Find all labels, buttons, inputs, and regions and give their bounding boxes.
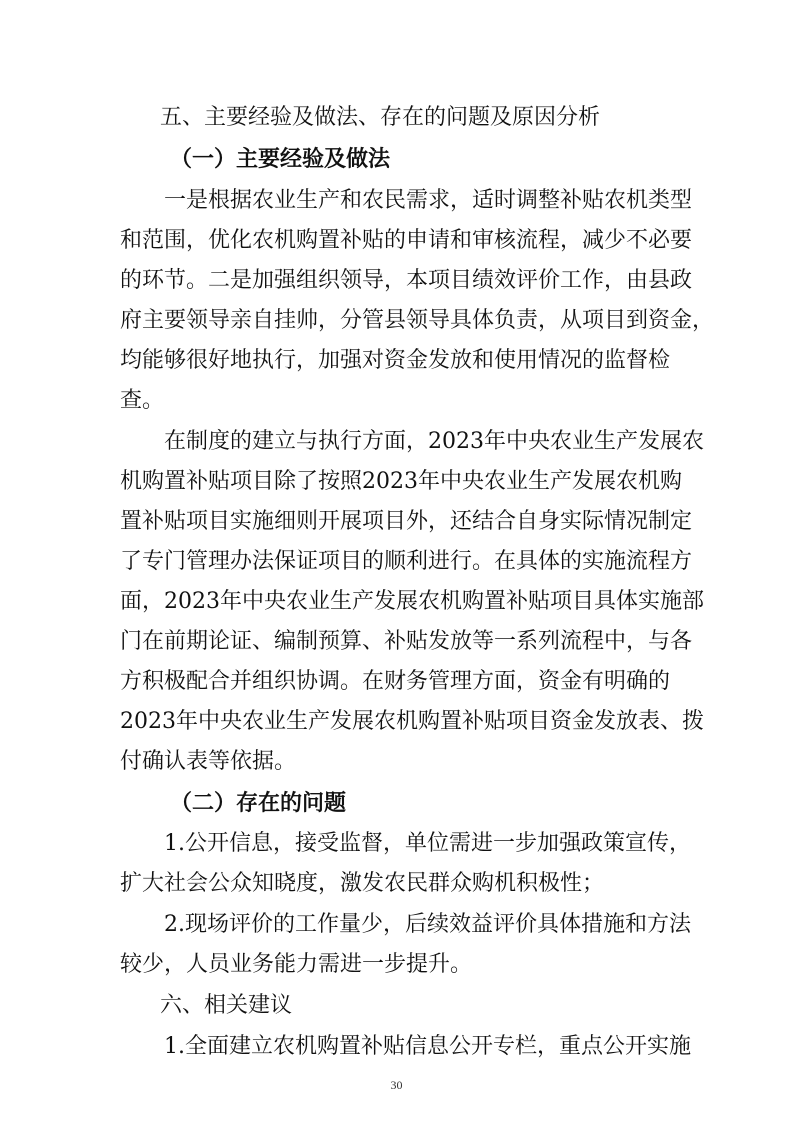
paragraph-line: 在制度的建立与执行方面，2023年中央农业生产发展农 <box>164 429 704 454</box>
paragraph-line: 较少，人员业务能力需进一步提升。 <box>120 952 473 977</box>
paragraph-line: 均能够很好地执行，加强对资金发放和使用情况的监督检 <box>120 348 671 373</box>
paragraph-line: 付确认表等依据。 <box>120 749 297 774</box>
paragraph-line: 机购置补贴项目除了按照2023年中央农业生产发展农机购 <box>120 469 682 494</box>
paragraph-line: 置补贴项目实施细则开展项目外，还结合自身实际情况制定 <box>120 509 693 534</box>
paragraph-line: 2.现场评价的工作量少，后续效益评价具体措施和方法 <box>164 912 691 937</box>
paragraph-line: 了专门管理办法保证项目的顺利进行。在具体的实施流程方 <box>120 549 693 574</box>
paragraph-line: 1.公开信息，接受监督，单位需进一步加强政策宣传， <box>164 831 691 856</box>
subsection-heading-experience: （一）主要经验及做法 <box>170 146 391 172</box>
paragraph-line: 的环节。二是加强组织领导，本项目绩效评价工作，由县政 <box>120 268 693 293</box>
paragraph-line: 扩大社会公众知晓度，激发农民群众购机积极性； <box>120 871 605 896</box>
subsection-heading-problems: （二）存在的问题 <box>170 790 347 816</box>
paragraph-line: 和范围，优化农机购置补贴的申请和审核流程，减少不必要 <box>120 228 693 253</box>
paragraph-line: 府主要领导亲自挂帅，分管县领导具体负责，从项目到资金， <box>120 308 715 333</box>
paragraph-line: 1.全面建立农机购置补贴信息公开专栏，重点公开实施 <box>164 1034 691 1059</box>
paragraph-line: 一是根据农业生产和农民需求，适时调整补贴农机类型 <box>164 188 693 213</box>
paragraph-line: 面，2023年中央农业生产发展农机购置补贴项目具体实施部 <box>120 589 704 614</box>
section-heading-six: 六、相关建议 <box>160 993 293 1018</box>
page-number: 30 <box>390 1078 403 1092</box>
paragraph-line: 门在前期论证、编制预算、补贴发放等一系列流程中，与各 <box>120 629 693 654</box>
paragraph-line: 方积极配合并组织协调。在财务管理方面，资金有明确的 <box>120 669 671 694</box>
paragraph-line: 2023年中央农业生产发展农机购置补贴项目资金发放表、拨 <box>120 709 704 734</box>
section-heading-five: 五、主要经验及做法、存在的问题及原因分析 <box>160 105 601 130</box>
paragraph-line: 查。 <box>120 388 165 413</box>
